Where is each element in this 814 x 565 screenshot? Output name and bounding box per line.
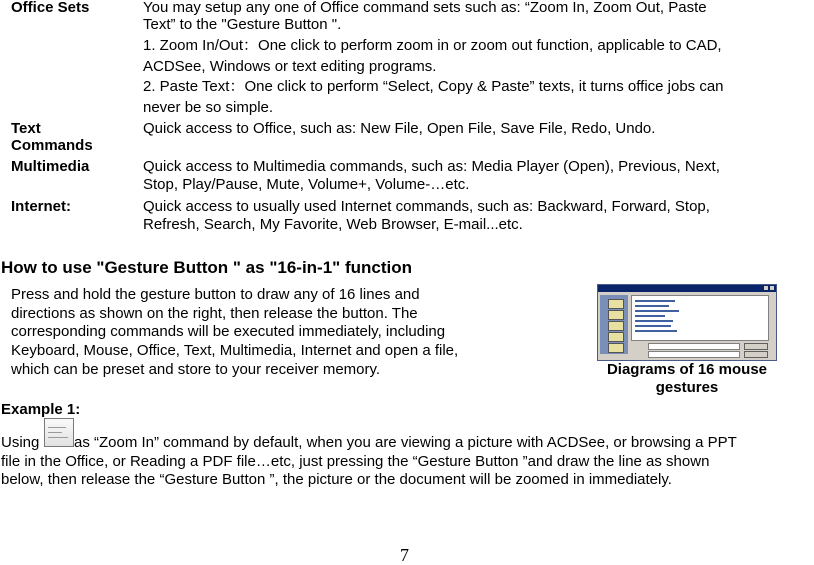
figure-caption-line: Diagrams of 16 mouse	[606, 361, 768, 378]
gesture-button-icon	[44, 418, 74, 447]
internet-desc-line: Refresh, Search, My Favorite, Web Browser, E-mail...etc.	[143, 216, 523, 233]
term-office-sets: Office Sets	[11, 0, 90, 16]
dialog-places-bar	[600, 295, 628, 354]
dialog-titlebar	[598, 285, 776, 292]
dialog-file-list	[631, 295, 769, 341]
figure-caption	[587, 361, 787, 397]
list-item	[635, 330, 677, 332]
term-text-commands-line1: Text	[11, 120, 41, 137]
term-multimedia: Multimedia	[11, 158, 90, 175]
icon-line	[48, 427, 66, 428]
multimedia-desc-line: Quick access to Multimedia commands, such as: Media Player (Open), Previous, Next,	[143, 158, 720, 175]
text-commands-desc-line: Quick access to Office, such as: New File, Open File, Save File, Redo, Undo.	[143, 120, 656, 137]
section-heading: How to use "Gesture Button " as "16-in-1" function	[1, 258, 412, 277]
icon-line	[48, 432, 62, 433]
list-item	[635, 315, 665, 317]
example-line: file in the Office, or Reading a PDF file…etc, just pressing the “Gesture Button ”and draw the line as shown	[1, 453, 710, 470]
office-sets-desc-line: never be so simple.	[143, 99, 274, 116]
dialog-cancel-button	[744, 351, 768, 358]
section-body-line: Keyboard, Mouse, Office, Text, Multimedia, Internet and open a file,	[11, 342, 459, 359]
multimedia-desc-line: Stop, Play/Pause, Mute, Volume+, Volume-…etc.	[143, 176, 470, 193]
maximize-icon	[764, 286, 768, 290]
example-line: below, then release the “Gesture Button ”, the picture or the document will be zoomed in immediately.	[1, 471, 672, 488]
computer-icon	[608, 332, 624, 342]
section-body-line: Press and hold the gesture button to draw any of 16 lines and	[11, 286, 420, 303]
term-text-commands-line2: Commands	[11, 137, 93, 154]
close-icon	[770, 286, 774, 290]
page-number: 7	[400, 545, 409, 565]
list-item	[635, 300, 675, 302]
figure-caption-line: gestures	[655, 379, 719, 396]
folder-icon	[608, 299, 624, 309]
section-body-line: directions as shown on the right, then release the button. The	[11, 305, 418, 322]
documents-icon	[608, 321, 624, 331]
list-item	[635, 320, 673, 322]
gesture-diagram-image	[597, 284, 777, 361]
example-line-1-start: Using	[1, 434, 40, 451]
list-item	[635, 325, 671, 327]
office-sets-desc-line: 1. Zoom In/Out：One click to perform zoom in or zoom out function, applicable to CAD,	[143, 37, 722, 54]
list-item	[635, 305, 669, 307]
dialog-open-button	[744, 343, 768, 350]
term-internet: Internet:	[11, 198, 71, 215]
dialog-filename-field	[648, 343, 740, 350]
network-icon	[608, 343, 624, 353]
internet-desc-line: Quick access to usually used Internet commands, such as: Backward, Forward, Stop,	[143, 198, 710, 215]
office-sets-desc-line: Text” to the "Gesture Button ".	[143, 16, 342, 33]
list-item	[635, 310, 679, 312]
example-heading: Example 1:	[1, 401, 81, 418]
dialog-filetype-field	[648, 351, 740, 358]
section-body-line: which can be preset and store to your receiver memory.	[11, 361, 381, 378]
desktop-icon	[608, 310, 624, 320]
section-body-line: corresponding commands will be executed immediately, including	[11, 323, 446, 340]
office-sets-desc-line: 2. Paste Text：One click to perform “Select, Copy & Paste” texts, it turns office jobs can	[143, 78, 724, 95]
example-line-1-rest: as “Zoom In” command by default, when you are viewing a picture with ACDSee, or browsing a PPT	[74, 434, 737, 451]
icon-line	[48, 437, 68, 438]
office-sets-desc-line: ACDSee, Windows or text editing programs.	[143, 58, 437, 75]
office-sets-desc-line: You may setup any one of Office command sets such as: “Zoom In, Zoom Out, Paste	[143, 0, 707, 16]
